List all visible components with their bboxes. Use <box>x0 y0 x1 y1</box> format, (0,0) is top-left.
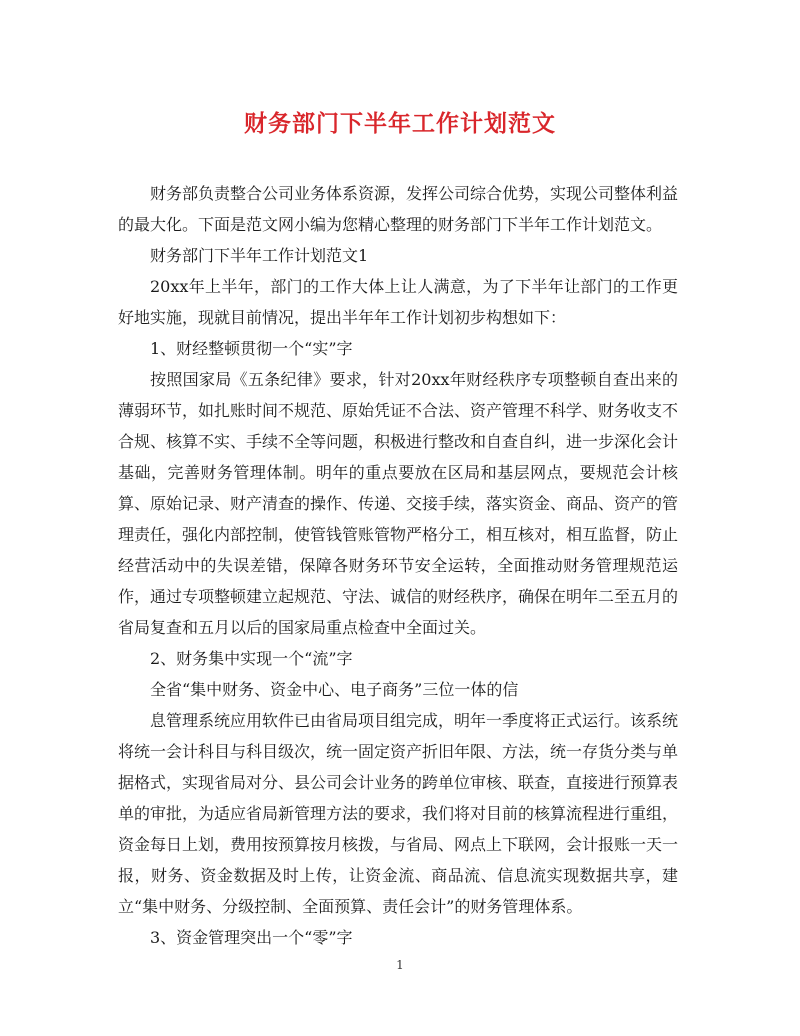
paragraph-item-3-heading: 3、资金管理突出一个“零”字 <box>150 928 353 947</box>
paragraph-item-2-body: 息管理系统应用软件已由省局项目组完成，明年一季度将正式运行。该系统将统一会计科目与科目级次，统一固定资产折旧年限、方法，统一存货分类与单据格式，实现省局对分、县公司会计业务的跨单位审核、联查，直接进行预算表单的审批，为适应省局新管理方法的要求，我们将对目前的核算流程进行重组，资金每日上划，费用按预算按月核拨，与省局、网点上下联网，会计报账一天一报，财务、资金数据及时上传，让资金流、商品流、信息流实现数据共享，建立“集中财务、分级控制、全面预算、责任会计”的财务管理体系。 <box>118 711 679 916</box>
paragraph-item-2-intro: 全省“集中财务、资金中心、电子商务”三位一体的信 <box>150 680 519 699</box>
paragraph-item-2-heading: 2、财务集中实现一个“流”字 <box>150 649 353 668</box>
paragraph-intro: 财务部负责整合公司业务体系资源，发挥公司综合优势，实现公司整体利益的最大化。下面是范文网小编为您精心整理的财务部门下半年工作计划范文。 <box>118 184 679 234</box>
paragraph-section-heading: 财务部门下半年工作计划范文1 <box>150 246 369 265</box>
document-body <box>118 178 678 953</box>
page-number: 1 <box>396 958 404 972</box>
paragraph-item-1-heading: 1、财经整顿贯彻一个“实”字 <box>150 339 353 358</box>
paragraph-item-1-body: 按照国家局《五条纪律》要求，针对20xx年财经秩序专项整顿自查出来的薄弱环节，如扎账时间不规范、原始凭证不合法、资产管理不科学、财务收支不合规、核算不实、手续不全等问题，积极进行整改和自查自纠，进一步深化会计基础，完善财务管理体制。明年的重点要放在区局和基层网点，要规范会计核算、原始记录、财产清查的操作、传递、交接手续，落实资金、商品、资产的管理责任，强化内部控制，使管钱管账管物严格分工，相互核对，相互监督，防止经营活动中的失误差错，保障各财务环节安全运转，全面推动财务管理规范运作，通过专项整顿建立起规范、守法、诚信的财经秩序，确保在明年二至五月的省局复查和五月以后的国家局重点检查中全面过关。 <box>118 370 679 637</box>
document-title: 财务部门下半年工作计划范文 <box>244 110 556 137</box>
paragraph-overview: 20xx年上半年，部门的工作大体上让人满意，为了下半年让部门的工作更好地实施，现就目前情况，提出半年年工作计划初步构想如下： <box>118 277 678 327</box>
